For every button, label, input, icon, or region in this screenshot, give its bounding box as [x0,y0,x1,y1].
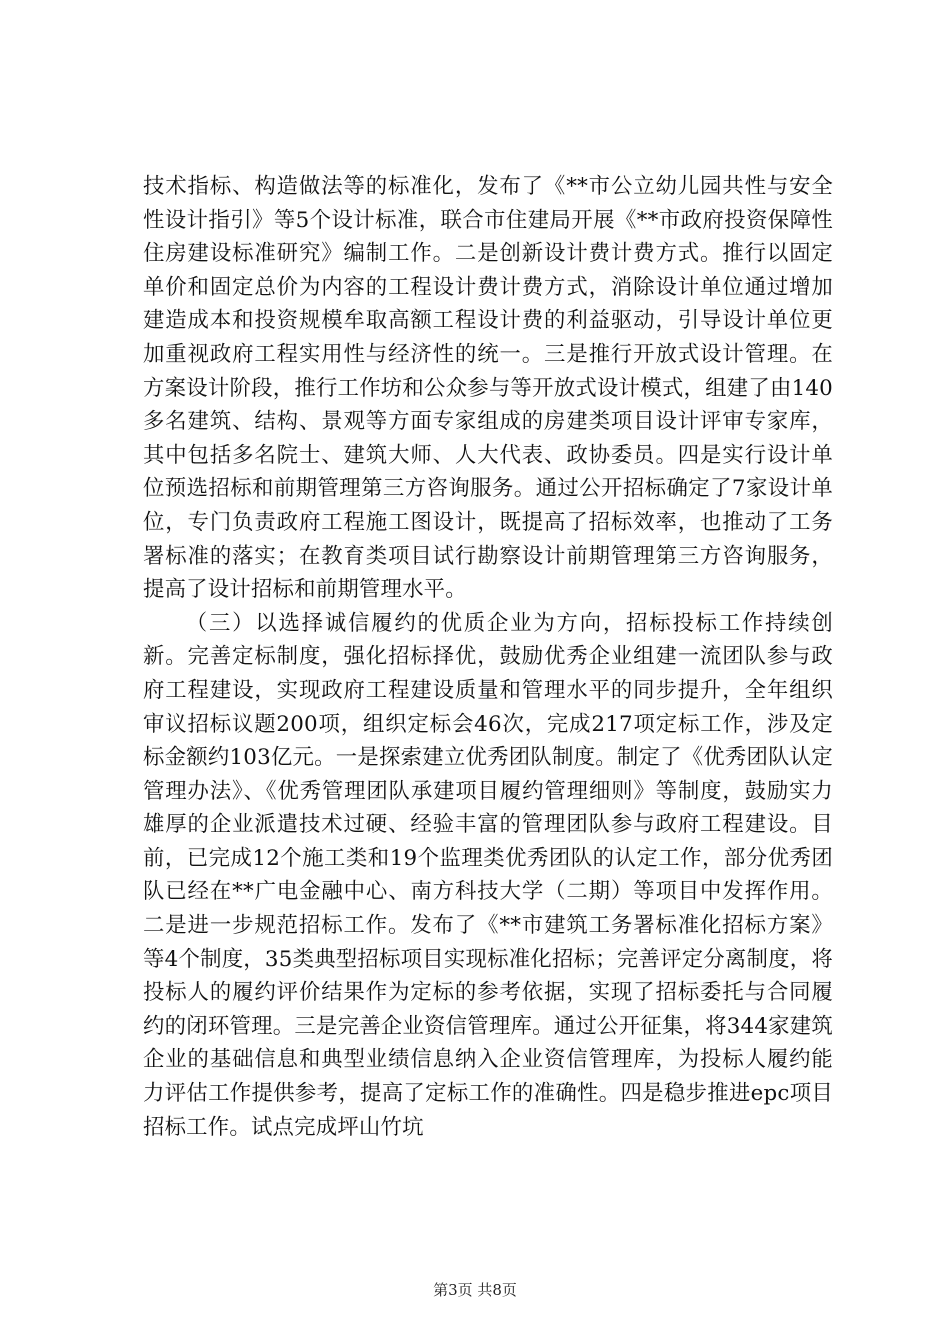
paragraph-continued: 技术指标、构造做法等的标准化，发布了《**市公立幼儿园共性与安全性设计指引》等5个设计标准，联合市住建局开展《**市政府投资保障性住房建设标准研究》编制工作。二是创新设计费计费方式。推行以固定单价和固定总价为内容的工程设计费计费方式，消除设计单位通过增加建造成本和投资规模牟取高额工程设计费的利益驱动，引导设计单位更加重视政府工程实用性与经济性的统一。三是推行开放式设计管理。在方案设计阶段，推行工作坊和公众参与等开放式设计模式，组建了由140多名建筑、结构、景观等方面专家组成的房建类项目设计评审专家库，其中包括多名院士、建筑大师、人大代表、政协委员。四是实行设计单位预选招标和前期管理第三方咨询服务。通过公开招标确定了7家设计单位，专门负责政府工程施工图设计，既提高了招标效率，也推动了工务署标准的落实；在教育类项目试行勘察设计前期管理第三方咨询服务，提高了设计招标和前期管理水平。 [143,174,833,603]
page-footer [0,1280,950,1300]
page-number: 第3页 共8页 [433,1281,517,1299]
document-body [143,170,833,1144]
paragraph-section-three: （三）以选择诚信履约的优质企业为方向，招标投标工作持续创新。完善定标制度，强化招标择优，鼓励优秀企业组建一流团队参与政府工程建设，实现政府工程建设质量和管理水平的同步提升，全年组织审议招标议题200项，组织定标会46次，完成217项定标工作，涉及定标金额约103亿元。一是探索建立优秀团队制度。制定了《优秀团队认定管理办法》、《优秀管理团队承建项目履约管理细则》等制度，鼓励实力雄厚的企业派遣技术过硬、经验丰富的管理团队参与政府工程建设。目前，已完成12个施工类和19个监理类优秀团队的认定工作，部分优秀团队已经在**广电金融中心、南方科技大学（二期）等项目中发挥作用。二是进一步规范招标工作。发布了《**市建筑工务署标准化招标方案》等4个制度，35类典型招标项目实现标准化招标；完善评定分离制度，将投标人的履约评价结果作为定标的参考依据，实现了招标委托与合同履约的闭环管理。三是完善企业资信管理库。通过公开征集，将344家建筑企业的基础信息和典型业绩信息纳入企业资信管理库，为投标人履约能力评估工作提供参考，提高了定标工作的准确性。四是稳步推进epc项目招标工作。试点完成坪山竹坑 [143,610,833,1140]
